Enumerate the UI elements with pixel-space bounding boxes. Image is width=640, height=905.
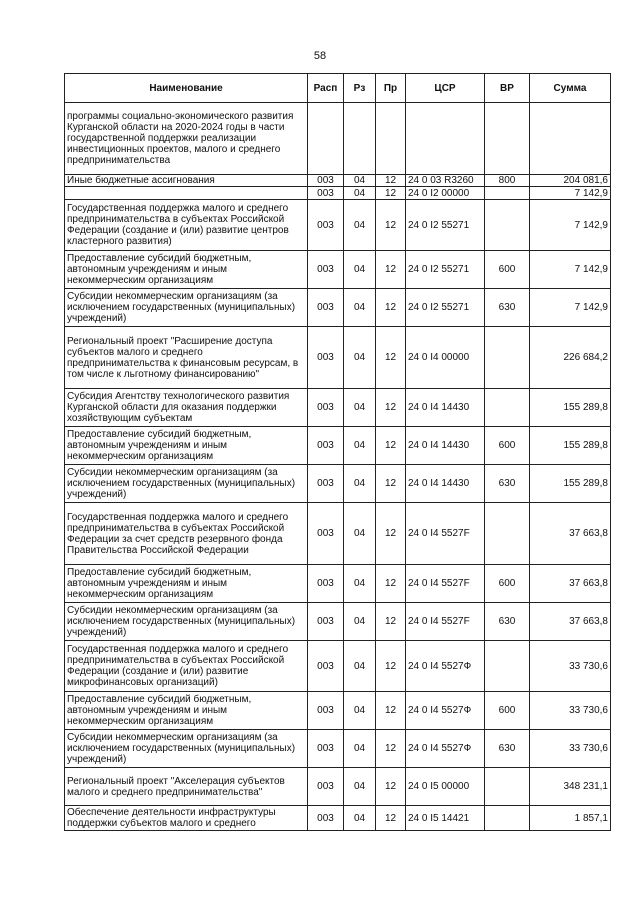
- cell-name: [65, 187, 308, 200]
- header-vr: ВР: [485, 74, 530, 103]
- cell-sum: 33 730,6: [530, 730, 611, 768]
- cell-rz: 04: [344, 806, 376, 831]
- cell-csr: 24 0 I4 5527F: [406, 603, 485, 641]
- header-rasp: Расп: [308, 74, 344, 103]
- cell-sum: 155 289,8: [530, 465, 611, 503]
- cell-rasp: 003: [308, 503, 344, 565]
- cell-csr: 24 0 I4 5527Ф: [406, 641, 485, 692]
- cell-name: Субсидии некоммерческим организациям (за исключением государственных (муниципальных) учреждений): [65, 730, 308, 768]
- cell-rasp: 003: [308, 175, 344, 187]
- cell-name: Предоставление субсидий бюджетным, автономным учреждениям и иным некоммерческим организациям: [65, 565, 308, 603]
- cell-name: Субсидии некоммерческим организациям (за исключением государственных (муниципальных) учреждений): [65, 603, 308, 641]
- table-row: [65, 641, 611, 692]
- cell-rz: 04: [344, 251, 376, 289]
- cell-pr: [376, 103, 406, 175]
- cell-sum: 204 081,6: [530, 175, 611, 187]
- cell-vr: [485, 187, 530, 200]
- cell-name: Государственная поддержка малого и среднего предпринимательства в субъектах Российской Федерации (создание и (или) развитие центров кластерного развития): [65, 200, 308, 251]
- cell-rasp: 003: [308, 389, 344, 427]
- cell-vr: 600: [485, 251, 530, 289]
- cell-name: Региональный проект "Расширение доступа субъектов малого и среднего предпринимательства к финансовым ресурсам, в том числе к льготному финансированию": [65, 327, 308, 389]
- cell-sum: 7 142,9: [530, 187, 611, 200]
- cell-name: Субсидии некоммерческим организациям (за исключением государственных (муниципальных) учреждений): [65, 289, 308, 327]
- table-row: [65, 389, 611, 427]
- cell-rasp: 003: [308, 641, 344, 692]
- cell-rz: [344, 103, 376, 175]
- cell-rasp: 003: [308, 187, 344, 200]
- cell-rz: 04: [344, 427, 376, 465]
- cell-sum: 37 663,8: [530, 503, 611, 565]
- table-row: [65, 427, 611, 465]
- table-row: [65, 200, 611, 251]
- table-row: [65, 565, 611, 603]
- cell-pr: 12: [376, 692, 406, 730]
- cell-pr: 12: [376, 503, 406, 565]
- cell-sum: 37 663,8: [530, 565, 611, 603]
- cell-vr: 800: [485, 175, 530, 187]
- cell-vr: [485, 806, 530, 831]
- cell-sum: 7 142,9: [530, 251, 611, 289]
- cell-vr: [485, 389, 530, 427]
- table-row: [65, 175, 611, 187]
- cell-name: Государственная поддержка малого и среднего предпринимательства в субъектах Российской Федерации за счет средств резервного фонда Правительства Российской Федерации: [65, 503, 308, 565]
- table-row: [65, 187, 611, 200]
- cell-rz: 04: [344, 187, 376, 200]
- cell-name: Иные бюджетные ассигнования: [65, 175, 308, 187]
- header-name: Наименование: [65, 74, 308, 103]
- cell-rasp: 003: [308, 565, 344, 603]
- cell-sum: 155 289,8: [530, 389, 611, 427]
- cell-vr: 630: [485, 289, 530, 327]
- table-row: [65, 327, 611, 389]
- cell-rz: 04: [344, 503, 376, 565]
- cell-name: Обеспечение деятельности инфраструктуры поддержки субъектов малого и среднего: [65, 806, 308, 831]
- cell-rz: 04: [344, 641, 376, 692]
- cell-name: Предоставление субсидий бюджетным, автономным учреждениям и иным некоммерческим организациям: [65, 427, 308, 465]
- cell-csr: 24 0 I4 5527F: [406, 503, 485, 565]
- cell-pr: 12: [376, 465, 406, 503]
- cell-vr: [485, 200, 530, 251]
- cell-pr: 12: [376, 327, 406, 389]
- cell-sum: 7 142,9: [530, 200, 611, 251]
- cell-pr: 12: [376, 389, 406, 427]
- cell-vr: [485, 641, 530, 692]
- table-row: [65, 251, 611, 289]
- cell-csr: 24 0 I2 00000: [406, 187, 485, 200]
- cell-rz: 04: [344, 389, 376, 427]
- cell-pr: 12: [376, 641, 406, 692]
- cell-pr: 12: [376, 200, 406, 251]
- cell-rasp: 003: [308, 427, 344, 465]
- cell-sum: 33 730,6: [530, 641, 611, 692]
- cell-rasp: 003: [308, 200, 344, 251]
- cell-csr: 24 0 I4 5527Ф: [406, 692, 485, 730]
- budget-table: [64, 73, 611, 831]
- cell-csr: 24 0 I2 55271: [406, 289, 485, 327]
- table-row: [65, 289, 611, 327]
- cell-sum: 33 730,6: [530, 692, 611, 730]
- table-row: [65, 103, 611, 175]
- cell-rz: 04: [344, 692, 376, 730]
- cell-sum: 1 857,1: [530, 806, 611, 831]
- cell-csr: 24 0 I4 14430: [406, 465, 485, 503]
- table-row: [65, 692, 611, 730]
- header-sum: Сумма: [530, 74, 611, 103]
- cell-name: Предоставление субсидий бюджетным, автономным учреждениям и иным некоммерческим организациям: [65, 251, 308, 289]
- cell-csr: 24 0 I4 00000: [406, 327, 485, 389]
- cell-pr: 12: [376, 730, 406, 768]
- cell-rz: 04: [344, 327, 376, 389]
- cell-sum: 37 663,8: [530, 603, 611, 641]
- cell-sum: [530, 103, 611, 175]
- table-row: [65, 503, 611, 565]
- cell-sum: 226 684,2: [530, 327, 611, 389]
- cell-vr: 630: [485, 730, 530, 768]
- cell-vr: 600: [485, 427, 530, 465]
- cell-csr: 24 0 03 R3260: [406, 175, 485, 187]
- cell-rasp: 003: [308, 465, 344, 503]
- header-row: [65, 74, 611, 103]
- cell-rasp: 003: [308, 327, 344, 389]
- cell-pr: 12: [376, 806, 406, 831]
- cell-sum: 7 142,9: [530, 289, 611, 327]
- cell-name: Субсидия Агентству технологического развития Курганской области для оказания поддержки хозяйствующим субъектам: [65, 389, 308, 427]
- cell-vr: [485, 103, 530, 175]
- cell-rz: 04: [344, 603, 376, 641]
- cell-rz: 04: [344, 565, 376, 603]
- cell-pr: 12: [376, 251, 406, 289]
- cell-name: Предоставление субсидий бюджетным, автономным учреждениям и иным некоммерческим организациям: [65, 692, 308, 730]
- table-row: [65, 603, 611, 641]
- cell-rz: 04: [344, 465, 376, 503]
- cell-rz: 04: [344, 200, 376, 251]
- cell-pr: 12: [376, 768, 406, 806]
- cell-name: Региональный проект "Акселерация субъектов малого и среднего предпринимательства": [65, 768, 308, 806]
- cell-vr: 630: [485, 465, 530, 503]
- cell-rz: 04: [344, 175, 376, 187]
- cell-csr: 24 0 I4 14430: [406, 389, 485, 427]
- header-pr: Пр: [376, 74, 406, 103]
- cell-csr: 24 0 I5 14421: [406, 806, 485, 831]
- cell-csr: 24 0 I2 55271: [406, 200, 485, 251]
- cell-csr: 24 0 I4 5527F: [406, 565, 485, 603]
- cell-sum: 348 231,1: [530, 768, 611, 806]
- cell-csr: [406, 103, 485, 175]
- table-row: [65, 768, 611, 806]
- cell-sum: 155 289,8: [530, 427, 611, 465]
- cell-csr: 24 0 I4 14430: [406, 427, 485, 465]
- cell-rz: 04: [344, 768, 376, 806]
- cell-rasp: 003: [308, 251, 344, 289]
- cell-rasp: 003: [308, 603, 344, 641]
- page-number: 58: [313, 50, 327, 62]
- table-row: [65, 730, 611, 768]
- cell-pr: 12: [376, 565, 406, 603]
- table-row: [65, 806, 611, 831]
- cell-vr: 630: [485, 603, 530, 641]
- cell-pr: 12: [376, 175, 406, 187]
- cell-rasp: 003: [308, 692, 344, 730]
- cell-vr: 600: [485, 692, 530, 730]
- cell-pr: 12: [376, 187, 406, 200]
- cell-rz: 04: [344, 730, 376, 768]
- cell-vr: [485, 327, 530, 389]
- cell-rasp: 003: [308, 730, 344, 768]
- cell-rasp: [308, 103, 344, 175]
- cell-name: Государственная поддержка малого и среднего предпринимательства в субъектах Российской Федерации (создание и (или) развитие микрофинансовых организаций): [65, 641, 308, 692]
- cell-name: Субсидии некоммерческим организациям (за исключением государственных (муниципальных) учреждений): [65, 465, 308, 503]
- cell-csr: 24 0 I5 00000: [406, 768, 485, 806]
- cell-rz: 04: [344, 289, 376, 327]
- table-row: [65, 465, 611, 503]
- cell-rasp: 003: [308, 806, 344, 831]
- cell-pr: 12: [376, 603, 406, 641]
- cell-csr: 24 0 I4 5527Ф: [406, 730, 485, 768]
- cell-vr: [485, 503, 530, 565]
- cell-csr: 24 0 I2 55271: [406, 251, 485, 289]
- cell-rasp: 003: [308, 289, 344, 327]
- cell-rasp: 003: [308, 768, 344, 806]
- cell-pr: 12: [376, 289, 406, 327]
- cell-name: программы социально-экономического развития Курганской области на 2020-2024 годы в части государственной поддержки реализации инвестиционных проектов, малого и среднего предпринимательства: [65, 103, 308, 175]
- header-csr: ЦСР: [406, 74, 485, 103]
- cell-pr: 12: [376, 427, 406, 465]
- cell-vr: 600: [485, 565, 530, 603]
- cell-vr: [485, 768, 530, 806]
- header-rz: Рз: [344, 74, 376, 103]
